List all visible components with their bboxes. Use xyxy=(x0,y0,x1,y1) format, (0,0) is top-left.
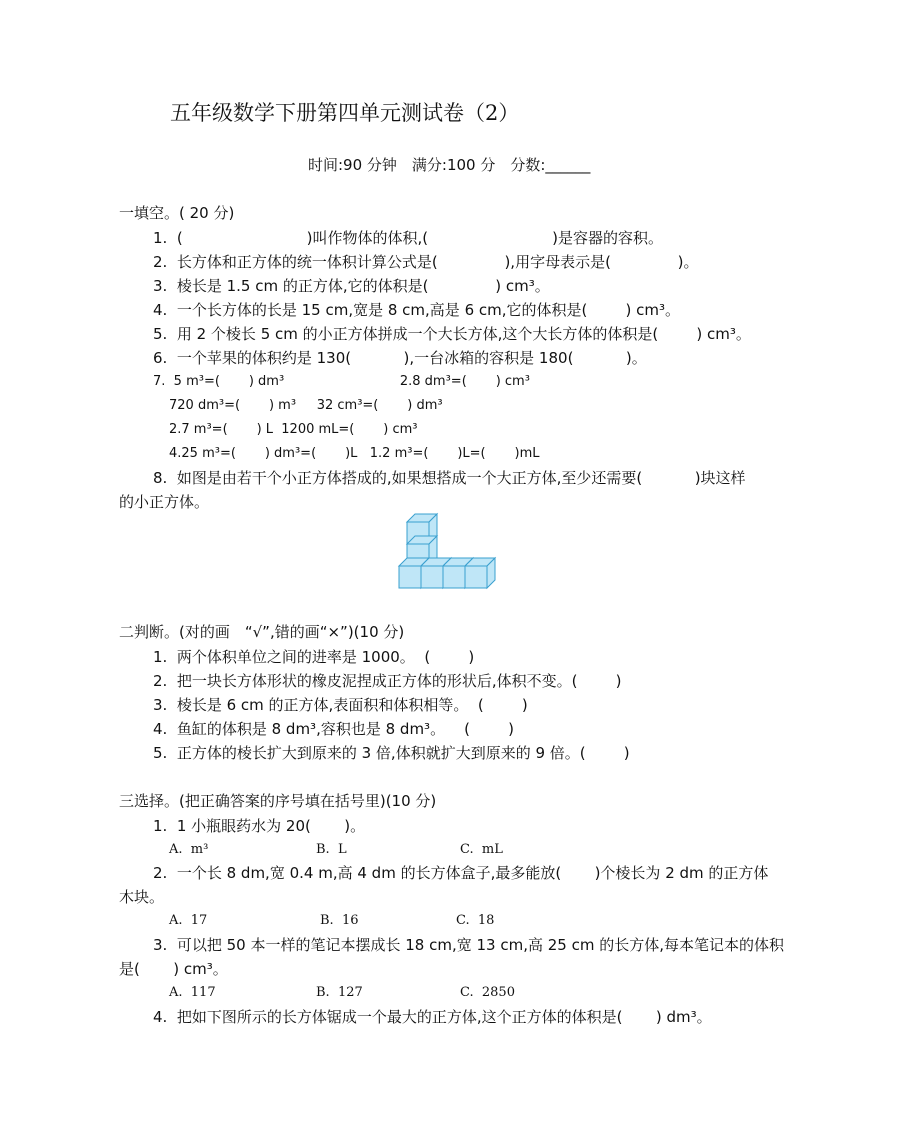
s2-q5: 5. 正方体的棱长扩大到原来的 3 倍,体积就扩大到原来的 9 倍。( ) xyxy=(153,744,630,762)
section-2-heading: 二判断。(对的画 “√”,错的画“×”)(10 分) xyxy=(119,623,405,641)
s1-q1: 1. ( )叫作物体的体积,( )是容器的容积。 xyxy=(153,229,663,247)
s2-q1: 1. 两个体积单位之间的进率是 1000。 ( ) xyxy=(153,648,475,666)
s1-q7-row3: 2.7 m³=( ) L 1200 mL=( ) cm³ xyxy=(169,422,418,437)
s3-q2-cont: 木块。 xyxy=(119,888,165,906)
page-title: 五年级数学下册第四单元测试卷（2） xyxy=(170,101,520,125)
s1-q8-cont: 的小正方体。 xyxy=(119,493,210,511)
s3-q1-option-c: C. mL xyxy=(460,842,503,857)
s3-q1: 1. 1 小瓶眼药水为 20( )。 xyxy=(153,817,366,835)
s3-q1-option-b: B. L xyxy=(316,842,347,857)
s1-q6: 6. 一个苹果的体积约是 130( ),一台冰箱的容积是 180( )。 xyxy=(153,349,647,367)
s3-q3-cont: 是( ) cm³。 xyxy=(119,960,228,978)
s2-q2: 2. 把一块长方体形状的橡皮泥捏成正方体的形状后,体积不变。( ) xyxy=(153,672,622,690)
s3-q3-option-c: C. 2850 xyxy=(460,985,515,1000)
s1-q7-row1: 7. 5 m³=( ) dm³ 2.8 dm³=( ) cm³ xyxy=(153,374,530,389)
exam-meta: 时间:90 分钟 满分:100 分 分数:______ xyxy=(308,156,591,174)
section-3-heading: 三选择。(把正确答案的序号填在括号里)(10 分) xyxy=(119,792,437,810)
s1-q3: 3. 棱长是 1.5 cm 的正方体,它的体积是( ) cm³。 xyxy=(153,277,550,295)
s2-q4: 4. 鱼缸的体积是 8 dm³,容积也是 8 dm³。 ( ) xyxy=(153,720,514,738)
s1-q7-row4: 4.25 m³=( ) dm³=( )L 1.2 m³=( )L=( )mL xyxy=(169,446,540,461)
s1-q8: 8. 如图是由若干个小正方体搭成的,如果想搭成一个大正方体,至少还需要( )块这样 xyxy=(153,469,746,487)
s3-q3-option-b: B. 127 xyxy=(316,985,363,1000)
cube-front-face xyxy=(421,566,443,588)
s2-q3: 3. 棱长是 6 cm 的正方体,表面积和体积相等。 ( ) xyxy=(153,696,528,714)
s3-q2-option-a: A. 17 xyxy=(169,913,208,928)
s1-q7-row2: 720 dm³=( ) m³ 32 cm³=( ) dm³ xyxy=(169,398,443,413)
cube-figure xyxy=(395,510,505,598)
s3-q2-option-c: C. 18 xyxy=(456,913,495,928)
s3-q4: 4. 把如下图所示的长方体锯成一个最大的正方体,这个正方体的体积是( ) dm³。 xyxy=(153,1008,712,1026)
section-1-heading: 一填空。( 20 分) xyxy=(119,204,235,222)
s1-q5: 5. 用 2 个棱长 5 cm 的小正方体拼成一个大长方体,这个大长方体的体积是( ) cm³。 xyxy=(153,325,751,343)
s3-q3-option-a: A. 117 xyxy=(169,985,216,1000)
s3-q3: 3. 可以把 50 本一样的笔记本摆成长 18 cm,宽 13 cm,高 25 cm 的长方体,每本笔记本的体积 xyxy=(153,936,784,954)
s1-q2: 2. 长方体和正方体的统一体积计算公式是( ),用字母表示是( )。 xyxy=(153,253,699,271)
s1-q4: 4. 一个长方体的长是 15 cm,宽是 8 cm,高是 6 cm,它的体积是( ) cm³。 xyxy=(153,301,681,319)
cube-front-face xyxy=(443,566,465,588)
cube-front-face xyxy=(399,566,421,588)
s3-q1-option-a: A. m³ xyxy=(169,842,209,857)
cube-front-face xyxy=(465,566,487,588)
s3-q2-option-b: B. 16 xyxy=(320,913,359,928)
s3-q2: 2. 一个长 8 dm,宽 0.4 m,高 4 dm 的长方体盒子,最多能放( )个棱长为 2 dm 的正方体 xyxy=(153,864,769,882)
